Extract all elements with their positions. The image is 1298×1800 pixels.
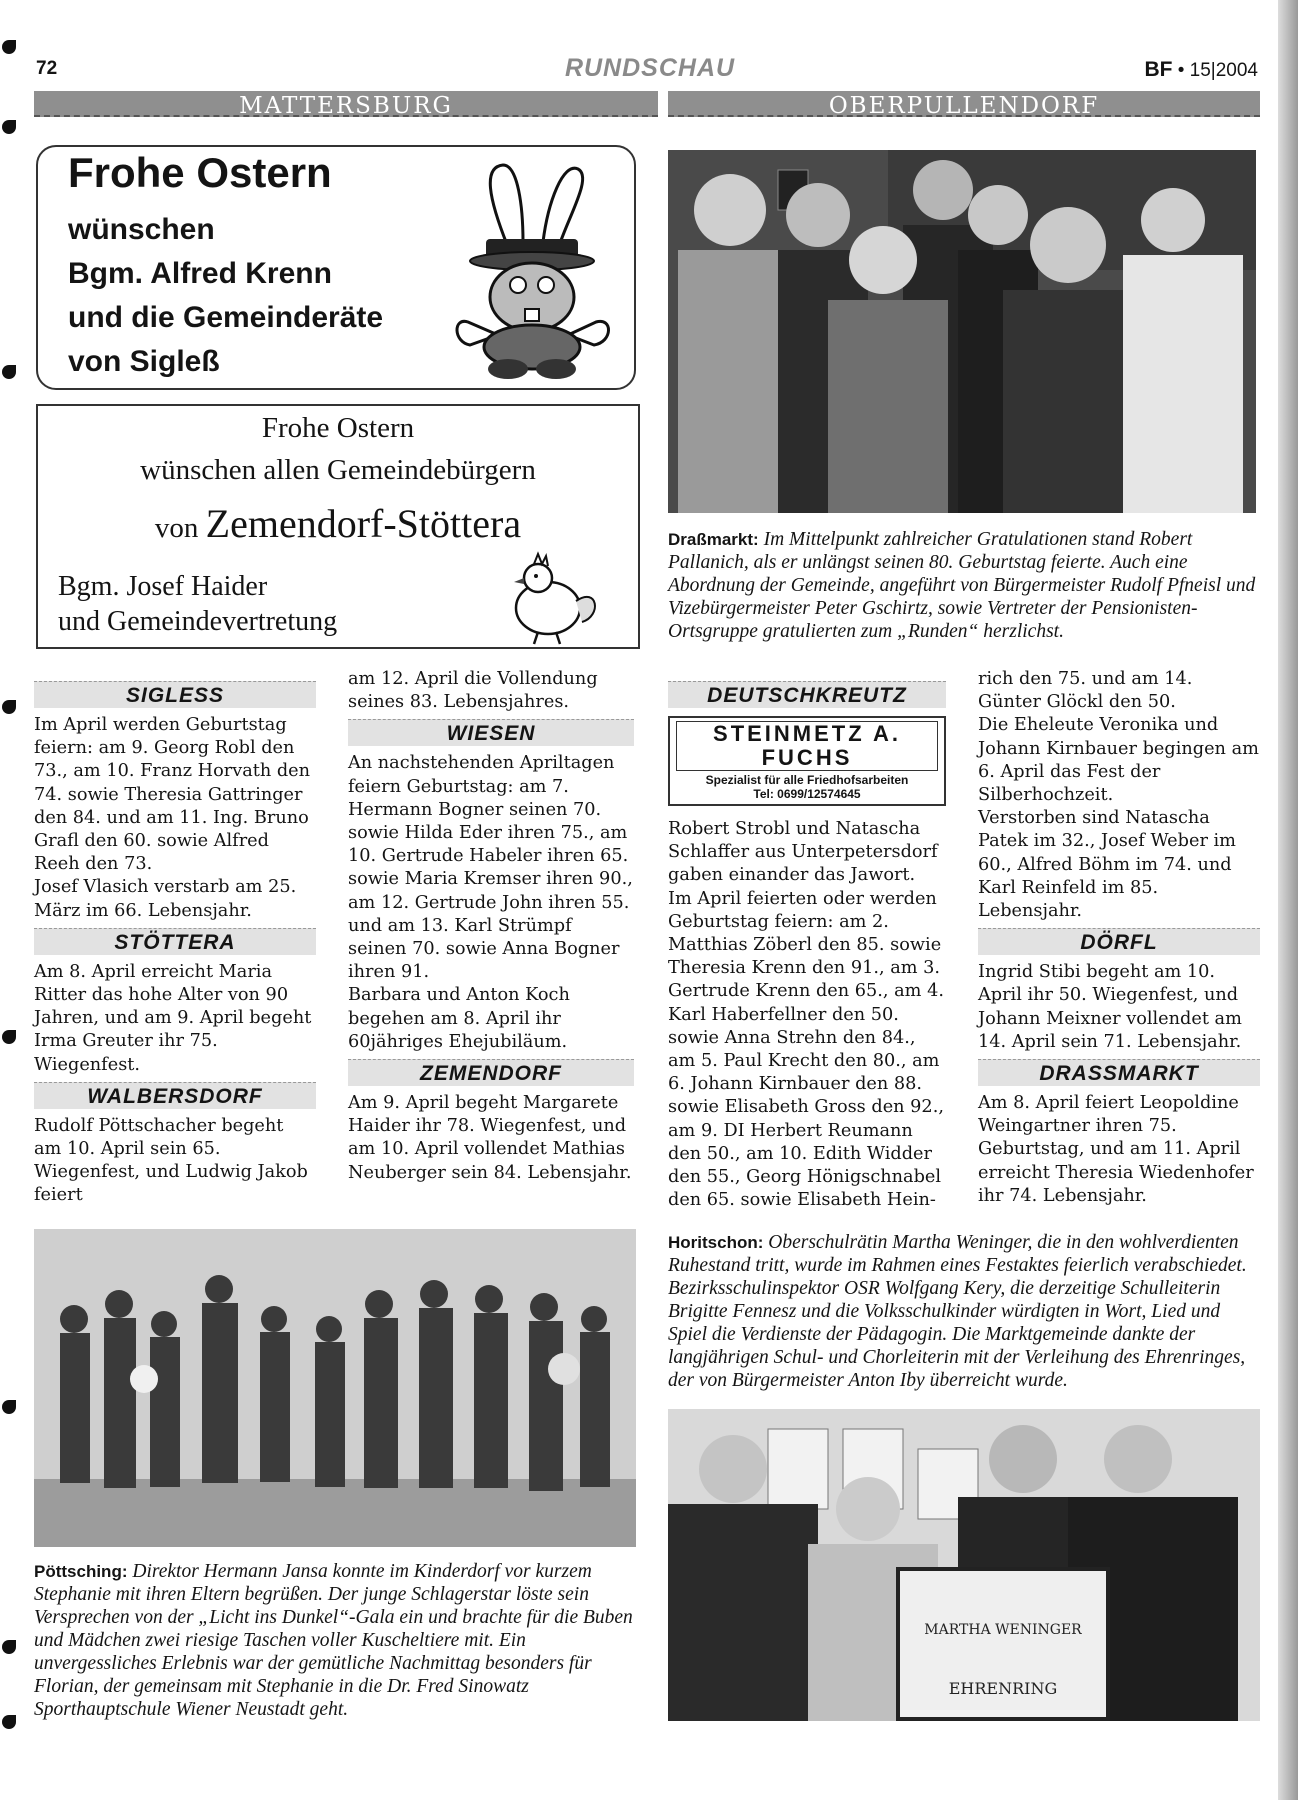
ad-steinmetz-sub: Spezialist für alle Friedhofsarbeiten bbox=[705, 773, 909, 787]
ad-zemendorf-line3 bbox=[38, 500, 638, 547]
column-4 bbox=[978, 668, 1260, 1208]
section-masthead: RUNDSCHAU bbox=[564, 54, 736, 82]
section-head-zemendorf: ZEMENDORF bbox=[348, 1059, 634, 1086]
ad-sigless-line1: wünschen bbox=[68, 213, 215, 246]
caption-drassmarkt-text: Im Mittelpunkt zahlreicher Gratulationen stand Robert Pallanich, als er unlängst seinen 80. Geburtstag feierte. Auch eine Abordnung der Gemeinde, angeführt von Bürgermeister Rudolf Pfneisl und Vizebürgermeister Peter Gschirtz, sowie Vertreter der Pensionisten-Ortsgruppe gratulierten zum „Runden“ herzlichst. bbox=[668, 529, 1256, 642]
scan-mark bbox=[2, 700, 16, 714]
article-walbersdorf-cont: am 12. April die Vollendung seines 83. Lebensjahres. bbox=[348, 669, 598, 713]
column-1 bbox=[34, 676, 316, 1208]
article-doerfl-p1: Ingrid Stibi begeht am 10. April ihr 50. Wiegenfest, und Johann Meixner vollendet am 14. April sein 71. Lebensjahr. bbox=[978, 962, 1242, 1052]
children-group-image bbox=[34, 1229, 636, 1547]
ad-sigless-line4: von Sigleß bbox=[68, 345, 220, 378]
section-head-doerfl: DÖRFL bbox=[978, 928, 1260, 955]
section-head-stoettera: STÖTTERA bbox=[34, 928, 316, 955]
article-deutschkreutz-p2: Im April feierten oder werden Geburtstag feiern: am 2. Matthias Zöberl den 85. sowie Theresia Krenn den 91., am 3. Gertrude Krenn den 65., am 4. Karl Haberfellner den 50. sowie Anna Strehn den 84., am 5. Paul Krecht den 80., am 6. Johann Kirnbauer den 88. sowie Elisabeth Gross den 92., am 9. DI Herbert Reumann den 50., am 10. Edith Widder den 55., Georg Hönigschnabel den 65. sowie Elisabeth Hein- bbox=[668, 888, 944, 1211]
ceremony-image bbox=[668, 1409, 1260, 1721]
scan-mark bbox=[2, 40, 16, 54]
caption-horitschon bbox=[668, 1231, 1260, 1392]
publication-name: BF bbox=[1144, 58, 1173, 81]
caption-poettsching-place: Pöttsching: bbox=[34, 1562, 128, 1581]
caption-horitschon-place: Horitschon: bbox=[668, 1233, 764, 1252]
scan-mark bbox=[2, 1030, 16, 1044]
easter-bunny-icon bbox=[448, 157, 618, 382]
caption-drassmarkt-place: Draßmarkt: bbox=[668, 530, 759, 549]
caption-poettsching bbox=[34, 1560, 636, 1721]
caption-poettsching-text: Direktor Hermann Jansa konnte im Kinderdorf vor kurzem Stephanie mit ihren Eltern begrüßen. Der junge Schlagerstar löste sein Versprechen von der „Licht ins Dunkel“-Gala ein und brachte für die Buben und Mädchen zwei riesige Taschen voller Kuscheltiere mit. Ein unvergessliches Erlebnis war der gemütliche Nachmittag besonders für Florian, der gemeinsam mit Stephanie in die Dr. Fred Sinowatz Sporthauptschule Wiener Neustadt geht. bbox=[34, 1561, 633, 1720]
scan-mark bbox=[2, 120, 16, 134]
page-number: 72 bbox=[36, 58, 58, 79]
article-drassmarkt-p1: Am 8. April feiert Leopoldine Weingartner ihren 75. Geburtstag, und am 11. April erreicht Theresia Wiedenhofer ihr 74. Lebensjahr. bbox=[978, 1093, 1254, 1206]
certificate-name: MARTHA WENINGER bbox=[924, 1622, 1082, 1638]
article-deutschkreutz-p4: Verstorben sind Natascha Patek im 32., Josef Weber im 60., Alfred Böhm im 74. und Karl Reinfeld im 85. Lebensjahr. bbox=[978, 808, 1236, 922]
ad-zemendorf-easter bbox=[36, 404, 640, 649]
ad-sigless-easter bbox=[36, 145, 636, 390]
easter-chicken-icon bbox=[498, 546, 608, 646]
article-stoettera-p1: Am 8. April erreicht Maria Ritter das hohe Alter von 90 Jahren, und am 9. April begeht Irma Greuter ihr 75. Wiegenfest. bbox=[34, 961, 312, 1075]
section-head-walbersdorf: WALBERSDORF bbox=[34, 1082, 316, 1109]
ad-sigless-line3: und die Gemeinderäte bbox=[68, 301, 384, 334]
article-deutschkreutz-cont: rich den 75. und am 14. Günter Glöckl den 50. bbox=[978, 669, 1193, 713]
page-edge-shadow bbox=[1278, 0, 1298, 1800]
certificate-award: EHRENRING bbox=[948, 1679, 1058, 1698]
group-portrait-image bbox=[668, 150, 1256, 513]
ad-zemendorf-line2: wünschen allen Gemeindebürgern bbox=[140, 454, 536, 486]
article-walbersdorf-p1: Rudolf Pöttschacher begeht am 10. April sein 65. Wiegenfest, und Ludwig Jakob feiert bbox=[34, 1115, 308, 1206]
section-head-drassmarkt: DRASSMARKT bbox=[978, 1059, 1260, 1086]
article-wiesen-p2: Barbara und Anton Koch begehen am 8. April ihr 60jähriges Ehejubiläum. bbox=[348, 985, 570, 1052]
caption-drassmarkt bbox=[668, 528, 1256, 643]
scan-mark bbox=[2, 365, 16, 379]
scan-mark bbox=[2, 1640, 16, 1654]
ad-zemendorf-line1: Frohe Ostern bbox=[261, 412, 415, 444]
district-band-right: OBERPULLENDORF bbox=[668, 91, 1260, 117]
ad-zemendorf-prefix: von bbox=[154, 512, 199, 544]
article-deutschkreutz-p3: Die Eheleute Veronika und Johann Kirnbauer begingen am 6. April das Fest der Silberhochzeit. bbox=[978, 715, 1259, 806]
issue-number: 15|2004 bbox=[1189, 60, 1258, 81]
photo-drassmarkt-group bbox=[668, 150, 1256, 513]
section-head-sigless: SIGLESS bbox=[34, 681, 316, 708]
caption-horitschon-text: Oberschulrätin Martha Weninger, die in den wohlverdienten Ruhestand tritt, wurde im Rahmen eines Festaktes feierlich verabschiedet. Bezirksschulinspektor OSR Wolfgang Kery, die derzeitige Schulleiterin Brigitte Fennesz und die Volksschulkinder würdigten in Wort, Lied und Spiel die Verdienste der Pädagogin. Die Marktgemeinde dankte der langjährigen Schul- und Chorleiterin mit der Verleihung des Ehrenringes, der von Bürgermeister Anton Iby überreicht wurde. bbox=[668, 1232, 1247, 1391]
article-zemendorf-p1: Am 9. April begeht Margarete Haider ihr 78. Wiegenfest, und am 10. April vollendet Mathias Neuberger sein 84. Lebensjahr. bbox=[348, 1093, 632, 1183]
photo-horitschon-ceremony bbox=[668, 1409, 1260, 1721]
section-head-deutschkreutz: DEUTSCHKREUTZ bbox=[668, 681, 946, 708]
section-head-wiesen: WIESEN bbox=[348, 719, 634, 746]
ad-zemendorf-place: Zemendorf-Stöttera bbox=[205, 501, 522, 546]
article-wiesen-p1: An nachstehenden Apriltagen feiern Geburtstag: am 7. Hermann Bogner seinen 70. sowie Hilda Eder ihren 75., am 10. Gertrude Habeler ihren 65. sowie Maria Kremser ihren 90., am 12. Gertrude John ihren 55. und am 13. Karl Strümpf seinen 70. sowie Anna Bogner ihren 91. bbox=[348, 753, 633, 983]
column-3 bbox=[668, 676, 946, 1212]
ad-zemendorf-sign2: und Gemeindevertretung bbox=[58, 606, 338, 637]
ad-steinmetz-tel: Tel: 0699/12574645 bbox=[753, 787, 861, 801]
ad-steinmetz-name: STEINMETZ A. FUCHS bbox=[676, 721, 938, 771]
ad-steinmetz bbox=[668, 716, 946, 806]
article-sigless-p1: Im April werden Geburtstag feiern: am 9. Georg Robl den 73., am 10. Franz Horvath den 74. sowie Theresia Gattringer den 84. und am 11. Ing. Bruno Grafl den 60. sowie Alfred Reeh den 73. bbox=[34, 715, 311, 875]
scan-mark bbox=[2, 1400, 16, 1414]
district-band-left: MATTERSBURG bbox=[34, 91, 658, 117]
ad-zemendorf-sign1: Bgm. Josef Haider bbox=[58, 571, 268, 602]
article-deutschkreutz-p1: Robert Strobl und Natascha Schlaffer aus Unterpetersdorf gaben einander das Jawort. bbox=[668, 819, 938, 886]
article-sigless-p2: Josef Vlasich verstarb am 25. März im 66. Lebensjahr. bbox=[34, 877, 297, 921]
publication-issue: BF • 15|2004 bbox=[1144, 58, 1258, 81]
column-2 bbox=[348, 668, 634, 1185]
ad-sigless-title: Frohe Ostern bbox=[68, 149, 332, 196]
scan-mark bbox=[2, 1715, 16, 1729]
ad-sigless-line2: Bgm. Alfred Krenn bbox=[68, 257, 332, 290]
photo-poettsching-group bbox=[34, 1229, 636, 1547]
